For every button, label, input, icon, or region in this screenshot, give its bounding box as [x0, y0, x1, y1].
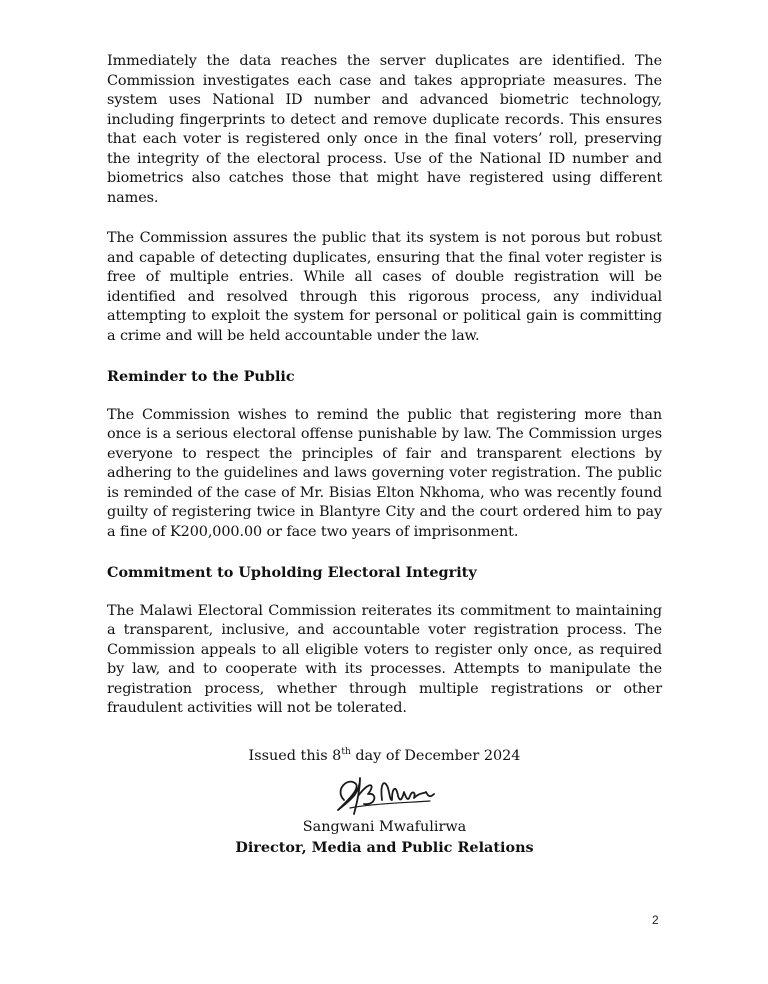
signatory-name: Sangwani Mwafulirwa: [302, 819, 467, 835]
issued-prefix: Issued this 8: [248, 747, 342, 764]
handwritten-signature: [330, 770, 440, 816]
signature-block: [107, 747, 662, 858]
page-number: 2: [652, 913, 659, 927]
signatory-title: Director, Media and Public Relations: [235, 838, 534, 856]
paragraph-spacer: [107, 346, 662, 367]
paragraph-spacer: [107, 387, 662, 406]
paragraph-duplicate-detection: Immediately the data reaches the server duplicates are identified. The Commission investigates each case and takes appropriate measures. The system uses National ID number and advanced biometric technology, including fingerprints to detect and remove duplicate records. This ensures that each voter is registered only once in the final voters’ roll, preserving the integrity of the electoral process. Use of the National ID number and biometrics also catches those that might have registered using different names.: [107, 53, 662, 206]
issued-date-line: [107, 747, 662, 767]
paragraph-system-robustness: The Commission assures the public that its system is not porous but robust and capable of detecting duplicates, ensuring that the final voter register is free of multiple entries. While all cases of double registration will be identified and resolved through this rigorous process, any individual attempting to exploit the system for personal or political gain is committing a crime and will be held accountable under the law.: [107, 230, 662, 344]
paragraph-commitment: The Malawi Electoral Commission reiterates its commitment to maintaining a transparent, inclusive, and accountable voter registration process. The Commission appeals to all eligible voters to register only once, as required by law, and to cooperate with its processes. Attempts to manipulate the registration process, whether through multiple registrations or other fraudulent activities will not be tolerated.: [107, 602, 662, 716]
issued-suffix: day of December 2024: [350, 747, 521, 764]
paragraph-spacer: [107, 583, 662, 602]
paragraph-spacer: [107, 208, 662, 229]
section-heading-commitment: Commitment to Upholding Electoral Integrity: [107, 564, 477, 581]
paragraph-spacer: [107, 542, 662, 563]
document-page: [107, 52, 662, 857]
section-heading-reminder: Reminder to the Public: [107, 368, 295, 385]
paragraph-reminder: The Commission wishes to remind the public that registering more than once is a serious electoral offense punishable by law. The Commission urges everyone to respect the principles of fair and transparent elections by adhering to the guidelines and laws governing voter registration. The public is reminded of the case of Mr. Bisias Elton Nkhoma, who was recently found guilty of registering twice in Blantyre City and the court ordered him to pay a fine of K200,000.00 or face two years of imprisonment.: [107, 406, 662, 540]
issued-ordinal-suffix: th: [341, 746, 351, 757]
